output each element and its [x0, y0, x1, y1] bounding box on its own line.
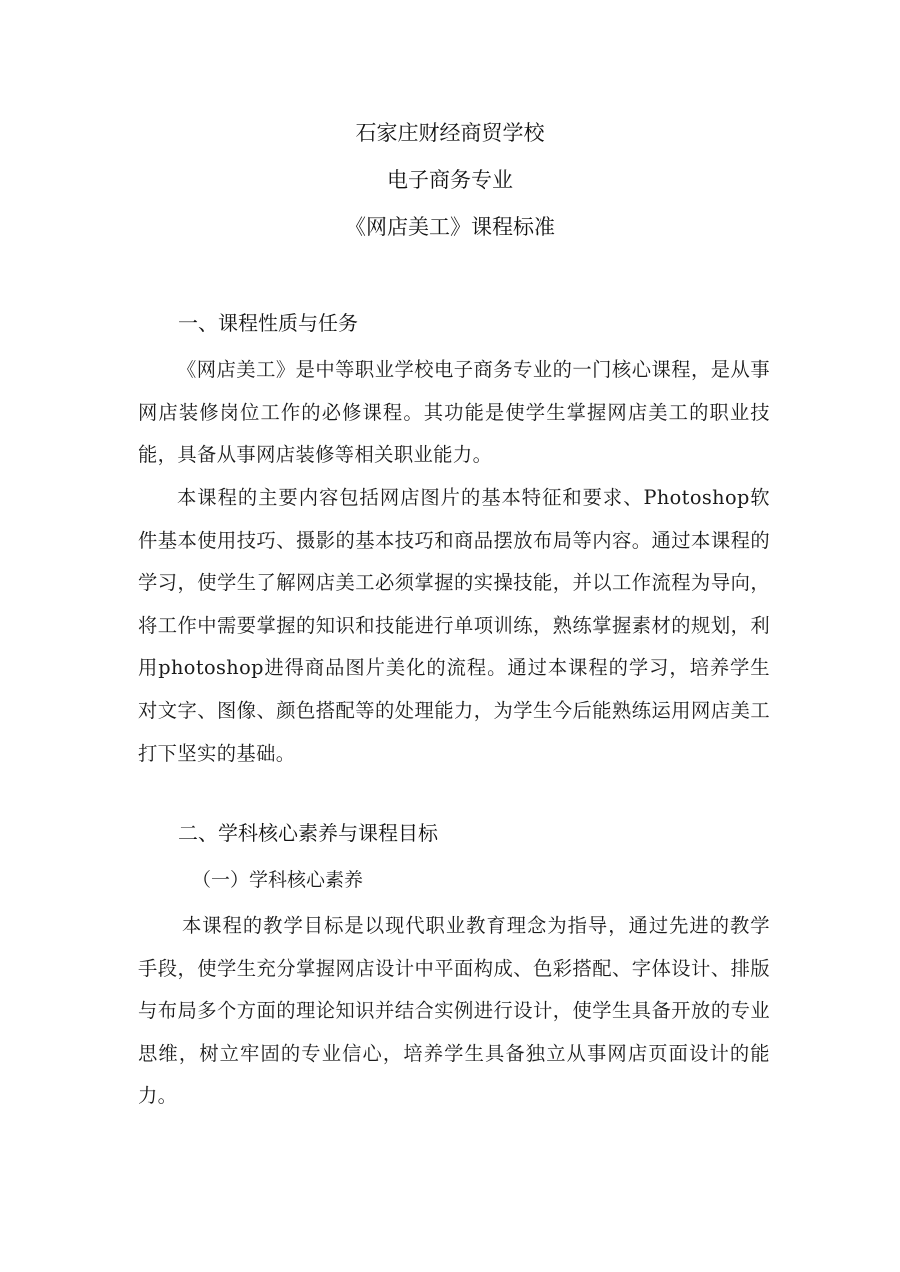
section-heading-core-literacy: 二、学科核心素养与课程目标: [178, 821, 438, 845]
paragraph-course-content: 本课程的主要内容包括网店图片的基本特征和要求、Photoshop软件基本使用技巧、摄影的基本技巧和商品摆放布局等内容。通过本课程的学习，使学生了解网店美工必须掌握的实操技能，并以工作流程为导向，将工作中需要掌握的知识和技能进行单项训练，熟练掌握素材的规划，利用photoshop进得商品图片美化的流程。通过本课程的学习，培养学生对文字、图像、颜色搭配等的处理能力，为学生今后能熟练运用网店美工打下坚实的基础。: [138, 486, 770, 765]
section-heading-course-nature: 一、课程性质与任务: [178, 311, 358, 335]
course-title: 《网店美工》课程标准: [345, 215, 555, 239]
subsection-heading-core-literacy: （一）学科核心素养: [192, 869, 364, 891]
paragraph-teaching-goal: 本课程的教学目标是以现代职业教育理念为指导，通过先进的教学手段，使学生充分掌握网店设计中平面构成、色彩搭配、字体设计、排版与布局多个方面的理论知识并结合实例进行设计，使学生具备开放的专业思维，树立牢固的专业信心，培养学生具备独立从事网店页面设计的能力。: [138, 914, 770, 1108]
major-title: 电子商务专业: [387, 168, 513, 192]
school-title: 石家庄财经商贸学校: [355, 121, 545, 145]
paragraph-course-nature: 《网店美工》是中等职业学校电子商务专业的一门核心课程，是从事网店装修岗位工作的必修课程。其功能是使学生掌握网店美工的职业技能，具备从事网店装修等相关职业能力。: [138, 358, 770, 467]
